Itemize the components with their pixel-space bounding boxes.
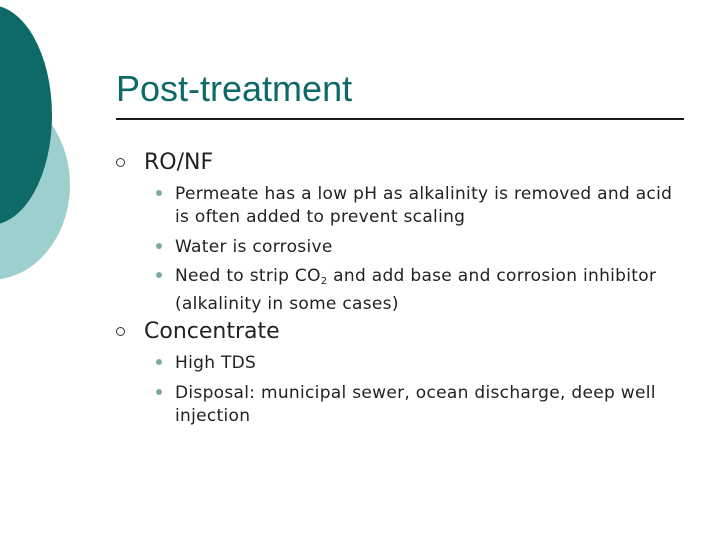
bullet-dot-icon	[156, 190, 162, 196]
bullet-text: Need to strip $CO_2$ and add base and corrosion inhibitor (alkalinity in some cases)	[175, 266, 657, 314]
bullet-dot-icon	[156, 359, 162, 365]
hollow-bullet-icon	[116, 158, 125, 167]
section-heading: RO/NF	[144, 150, 214, 175]
title-divider	[116, 118, 684, 120]
page-title: Post-treatment	[116, 68, 353, 109]
bullet-text: Permeate has a low pH as alkalinity is removed and acid is often added to prevent scaling	[175, 184, 673, 227]
bullet-dot-icon	[156, 243, 162, 249]
decorative-circles	[0, 0, 80, 290]
bullet-text: Water is corrosive	[175, 237, 333, 257]
hollow-bullet-icon	[116, 327, 125, 336]
bullet-dot-icon	[156, 389, 162, 395]
bullet-dot-icon	[156, 272, 162, 278]
section-heading: Concentrate	[144, 319, 280, 344]
bullet-text: High TDS	[175, 353, 257, 373]
bullet-text: Disposal: municipal sewer, ocean discharge, deep well injection	[175, 383, 656, 426]
